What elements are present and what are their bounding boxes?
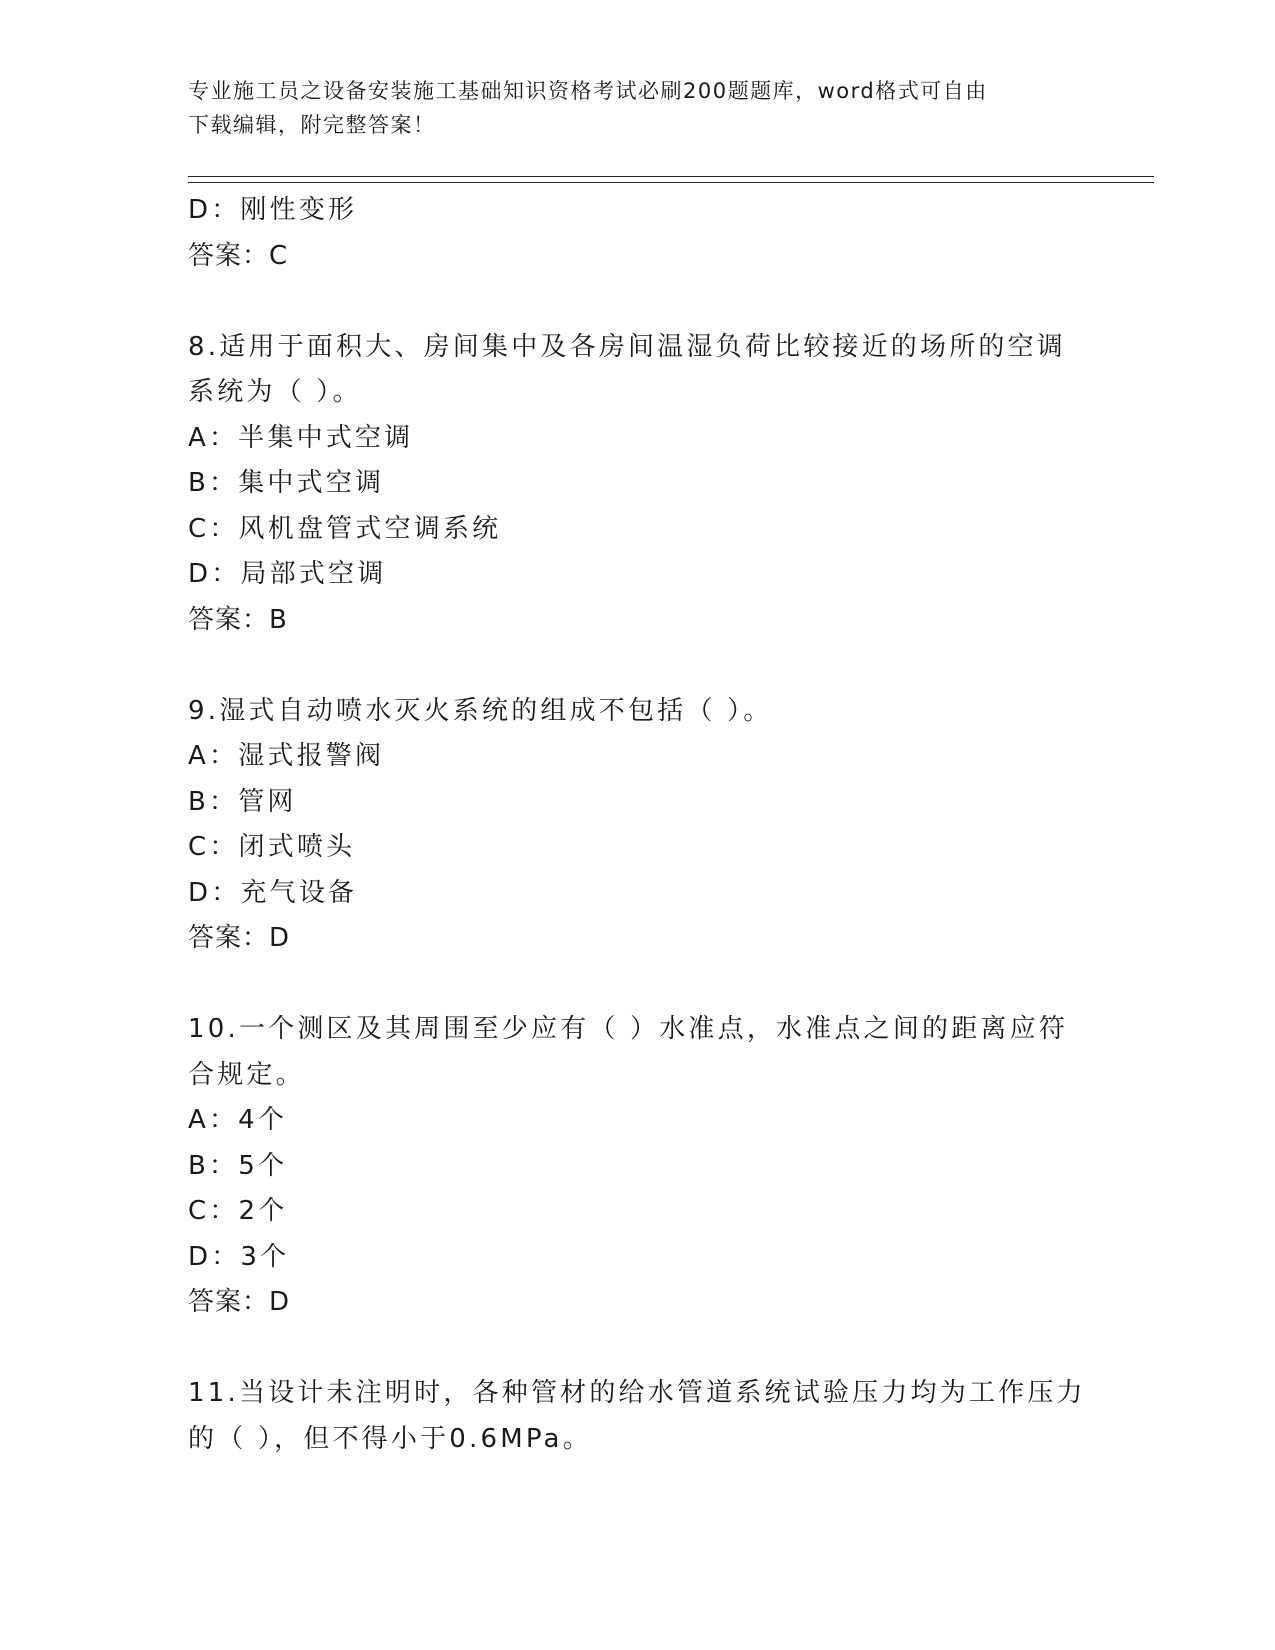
question-stem: 11.当设计未注明时，各种管材的给水管道系统试验压力均为工作压力 bbox=[188, 1378, 1086, 1408]
option-b: B：集中式空调 bbox=[188, 468, 385, 498]
option-c: C：闭式喷头 bbox=[188, 832, 356, 862]
answer: 答案：D bbox=[188, 923, 291, 953]
header-line-1: 专业施工员之设备安装施工基础知识资格考试必刷200题题库，word格式可自由 bbox=[188, 79, 988, 103]
option-a: A：半集中式空调 bbox=[188, 422, 414, 453]
question-list bbox=[188, 188, 1088, 1462]
header-divider-top bbox=[188, 176, 1154, 177]
spacer bbox=[188, 962, 1088, 1008]
option-a: A：4个 bbox=[188, 1105, 288, 1135]
option-d: D：刚性变形 bbox=[188, 195, 358, 225]
answer: 答案：D bbox=[188, 1287, 291, 1317]
option-d: D：3个 bbox=[188, 1241, 290, 1272]
option-c: C：2个 bbox=[188, 1196, 288, 1226]
question-stem: 9.湿式自动喷水灭火系统的组成不包括（ ）。 bbox=[188, 695, 773, 726]
document-header bbox=[188, 74, 1088, 142]
option-d: D：局部式空调 bbox=[188, 559, 387, 589]
question-stem-continued: 系统为（ ）。 bbox=[188, 377, 362, 407]
spacer bbox=[188, 643, 1088, 689]
header-divider-bottom bbox=[188, 182, 1154, 183]
question-8 bbox=[188, 325, 1088, 644]
question-stem-continued: 合规定。 bbox=[188, 1059, 305, 1090]
question-7-tail bbox=[188, 188, 1088, 279]
option-d: D：充气设备 bbox=[188, 877, 358, 908]
option-c: C：风机盘管式空调系统 bbox=[188, 513, 502, 544]
option-b: B：5个 bbox=[188, 1150, 288, 1181]
question-11 bbox=[188, 1371, 1088, 1462]
question-10 bbox=[188, 1007, 1088, 1326]
question-9 bbox=[188, 689, 1088, 962]
spacer bbox=[188, 1326, 1088, 1372]
option-b: B：管网 bbox=[188, 786, 297, 817]
option-a: A：湿式报警阀 bbox=[188, 741, 385, 771]
question-stem-continued: 的（ ），但不得小于0.6MPa。 bbox=[188, 1423, 592, 1454]
answer: 答案：B bbox=[188, 604, 288, 635]
answer: 答案：C bbox=[188, 240, 289, 271]
question-stem: 10.一个测区及其周围至少应有（ ）水准点，水准点之间的距离应符 bbox=[188, 1014, 1069, 1044]
spacer bbox=[188, 279, 1088, 325]
question-stem: 8.适用于面积大、房间集中及各房间温湿负荷比较接近的场所的空调 bbox=[188, 331, 1067, 362]
header-line-2: 下载编辑，附完整答案！ bbox=[188, 113, 436, 137]
